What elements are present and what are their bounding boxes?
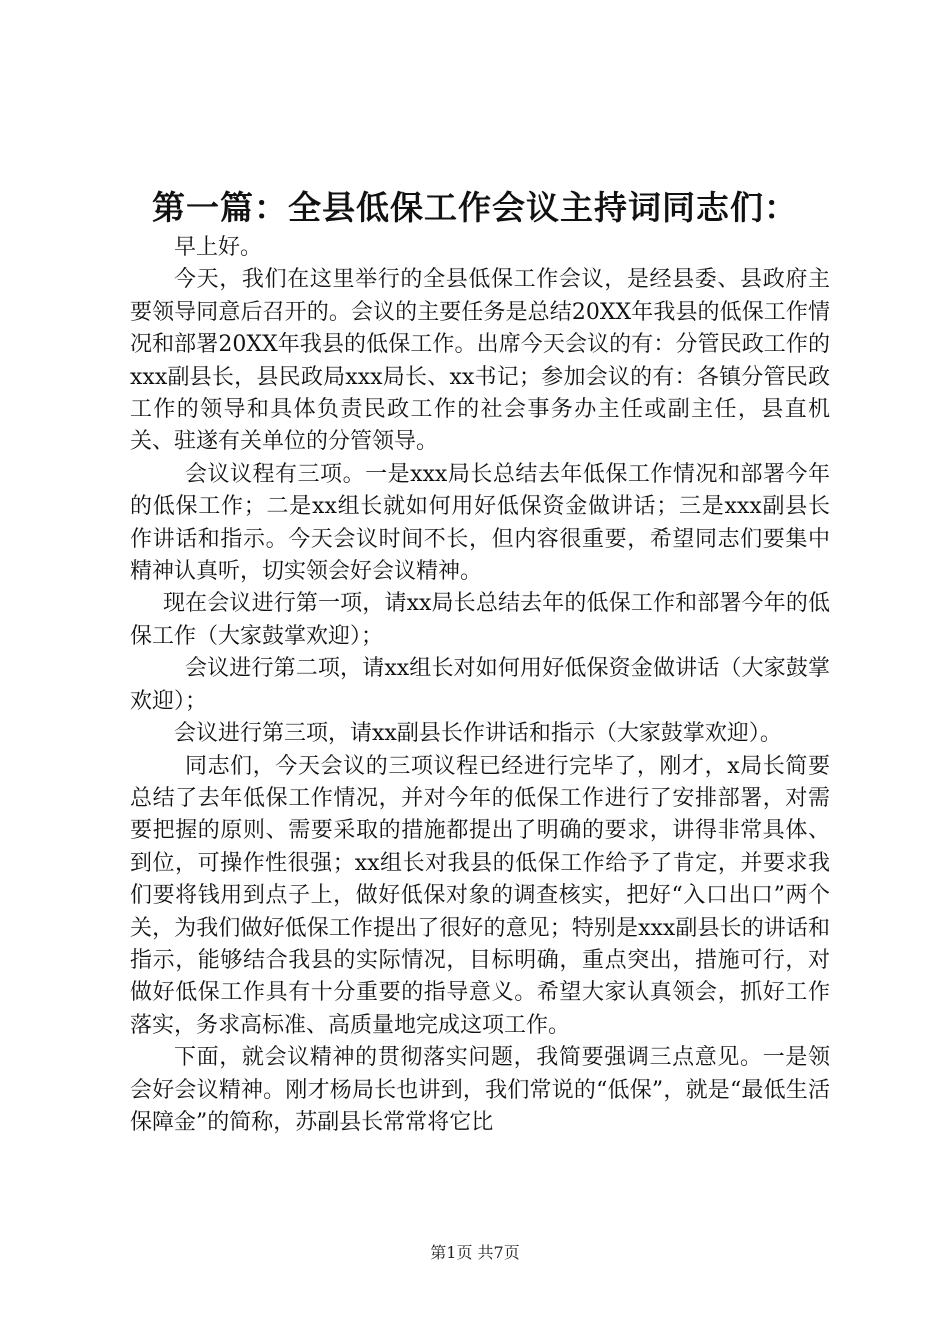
page-footer: 第1页 共7页 bbox=[430, 1243, 520, 1262]
document-title: 第一篇：全县低保工作会议主持词同志们： bbox=[152, 188, 798, 227]
body-paragraph: 现在会议进行第一项，请xx局长总结去年的低保工作和部署今年的低保工作（大家鼓掌欢迎）； bbox=[130, 591, 830, 649]
document-body bbox=[130, 232, 830, 1139]
body-paragraph: 早上好。 bbox=[174, 235, 263, 260]
body-paragraph: 会议进行第三项，请xx副县长作讲话和指示（大家鼓掌欢迎）。 bbox=[174, 721, 782, 747]
body-paragraph: 会议议程有三项。一是xxx局长总结去年低保工作情况和部署今年的低保工作；二是xx组长就如何用好低保资金做讲话；三是xxx副县长作讲话和指示。今天会议时间不长，但内容很重要，希望同志们要集中精神认真听，切实领会好会议精神。 bbox=[130, 461, 830, 585]
body-paragraph: 会议进行第二项，请xx组长对如何用好低保资金做讲话（大家鼓掌欢迎）； bbox=[130, 656, 830, 714]
body-paragraph: 今天，我们在这里举行的全县低保工作会议，是经县委、县政府主要领导同意后召开的。会议的主要任务是总结20XX年我县的低保工作情况和部署20XX年我县的低保工作。出席今天会议的有：分管民政工作的xxx副县长，县民政局xxx局长、xx书记；参加会议的有：各镇分管民政工作的领导和具体负责民政工作的社会事务办主任或副主任，县直机关、驻遂有关单位的分管领导。 bbox=[130, 267, 830, 455]
body-paragraph: 下面，就会议精神的贯彻落实问题，我简要强调三点意见。一是领会好会议精神。刚才杨局长也讲到，我们常说的“低保”，就是“最低生活保障金”的简称，苏副县长常常将它比 bbox=[130, 1045, 830, 1135]
body-paragraph: 同志们，今天会议的三项议程已经进行完毕了，刚才，x局长简要总结了去年低保工作情况，并对今年的低保工作进行了安排部署，对需要把握的原则、需要采取的措施都提出了明确的要求，讲得非常具体、到位，可操作性很强；xx组长对我县的低保工作给予了肯定，并要求我们要将钱用到点子上，做好低保对象的调查核实，把好“入口出口”两个关，为我们做好低保工作提出了很好的意见；特别是xxx副县长的讲话和指示，能够结合我县的实际情况，目标明确，重点突出，措施可行，对做好低保工作具有十分重要的指导意义。希望大家认真领会，抓好工作落实，务求高标准、高质量地完成这项工作。 bbox=[130, 753, 830, 1038]
